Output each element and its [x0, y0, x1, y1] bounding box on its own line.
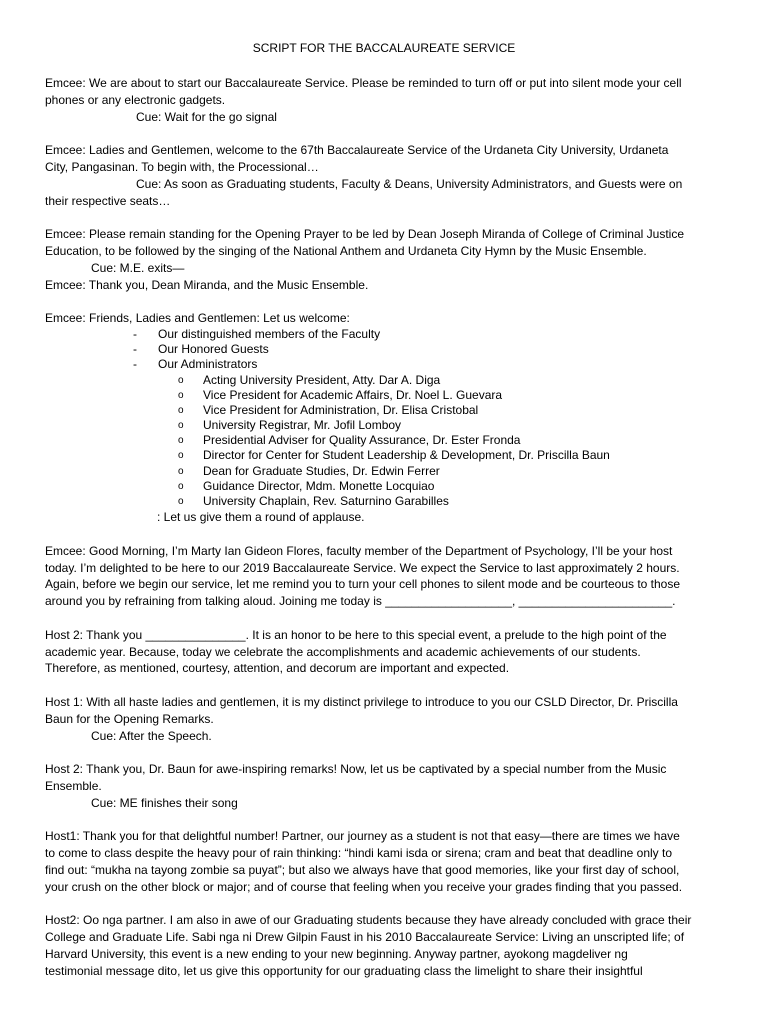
circle-bullet-icon: o: [178, 404, 184, 416]
list-item: [45, 479, 725, 494]
list-item: [45, 403, 725, 418]
list-item: [45, 342, 725, 357]
text-line: academic year. Because, today we celebrate the accomplishments and academic achievements of our students.: [45, 644, 641, 659]
list-item: [45, 418, 725, 433]
dash-marker: -: [133, 326, 137, 341]
list-item-text: Director for Center for Student Leadership & Development, Dr. Priscilla Baun: [203, 448, 610, 463]
text-line: Host 1: With all haste ladies and gentlemen, it is my distinct privilege to introduce to you our CSLD Director, Dr. Priscilla: [45, 694, 678, 709]
text-line: Emcee: Good Morning, I’m Marty Ian Gideon Flores, faculty member of the Department of Psychology, I’ll be your host: [45, 543, 673, 558]
list-item: [45, 373, 725, 388]
list-item: [45, 327, 725, 342]
paragraph-music-number: [45, 761, 725, 811]
circle-bullet-icon: o: [178, 374, 184, 386]
text-line: around you by refraining from talking aloud. Joining me today is ___________________, _______________________.: [45, 594, 676, 609]
circle-bullet-icon: o: [178, 435, 184, 447]
cue-line: Cue: ME finishes their song: [91, 795, 238, 810]
text-line: Education, to be followed by the singing of the National Anthem and Urdaneta City Hymn by the Music Ensemble.: [45, 243, 647, 258]
text-line: Again, before we begin our service, let me remind you to turn your cell phones to silent mode and be courteous to those: [45, 577, 681, 592]
text-line: phones or any electronic gadgets.: [45, 92, 226, 107]
dash-marker: -: [133, 342, 137, 357]
circle-bullet-icon: o: [178, 480, 184, 492]
document-title: SCRIPT FOR THE BACCALAUREATE SERVICE: [252, 41, 516, 55]
paragraph-opening-prayer: [45, 226, 725, 293]
circle-bullet-icon: o: [178, 420, 184, 432]
paragraph-welcome-list: [45, 310, 725, 526]
circle-bullet-icon: o: [178, 465, 184, 477]
paragraph-emcee-intro: [45, 75, 725, 125]
paragraph-host-introduction: [45, 543, 725, 610]
list-item-text: University Chaplain, Rev. Saturnino Garabilles: [203, 494, 449, 509]
text-line: Host 2: Thank you, Dr. Baun for awe-inspiring remarks! Now, let us be captivated by a special number from the Music: [45, 762, 667, 777]
list-item: [45, 448, 725, 463]
text-line: Harvard University, this event is a new ending to your new beginning. Anyway partner, ayokong magdeliver ng: [45, 946, 628, 961]
welcome-group-list: [45, 327, 725, 373]
paragraph-host2-awe: [45, 912, 725, 979]
text-line: Emcee: Thank you, Dean Miranda, and the Music Ensemble.: [45, 277, 369, 292]
text-line: Emcee: We are about to start our Baccalaureate Service. Please be reminded to turn off or put into silent mode your cell: [45, 76, 682, 90]
circle-bullet-icon: o: [178, 496, 184, 508]
cue-line: Cue: As soon as Graduating students, Faculty & Deans, University Administrators, and Guests were on: [136, 176, 683, 191]
text-line: Baun for the Opening Remarks.: [45, 711, 214, 726]
circle-bullet-icon: o: [178, 450, 184, 462]
list-item-text: University Registrar, Mr. Jofil Lomboy: [203, 418, 402, 433]
paragraph-host1-journey: [45, 828, 725, 895]
paragraph-emcee-welcome: [45, 142, 725, 209]
document-body: [45, 75, 725, 996]
list-item-text: Vice President for Academic Affairs, Dr. Noel L. Guevara: [203, 387, 503, 402]
list-item-text: Guidance Director, Mdm. Monette Locquiao: [203, 478, 435, 493]
text-line: Host 2: Thank you _______________. It is an honor to be here to this special event, a prelude to the high point of the: [45, 627, 667, 642]
text-line: Ensemble.: [45, 778, 102, 793]
text-line: Host1: Thank you for that delightful number! Partner, our journey as a student is not that easy—there are times we have: [45, 829, 680, 844]
text-line: Emcee: Ladies and Gentlemen, welcome to the 67th Baccalaureate Service of the Urdaneta City University, Urdaneta: [45, 143, 669, 158]
text-line: find out: “mukha na tayong zombie sa puyat”; but also we always have that good memories, like your first day of school,: [45, 862, 680, 877]
list-item: [45, 388, 725, 403]
text-line: your crush on the other block or major; and of course that feeling when you receive your grades finding that you passed.: [45, 879, 683, 894]
text-line: their respective seats…: [45, 193, 171, 208]
cue-line: Cue: M.E. exits—: [91, 260, 185, 275]
list-item: [45, 464, 725, 479]
list-item-text: Acting University President, Atty. Dar A. Diga: [203, 372, 441, 387]
list-item-text: Dean for Graduate Studies, Dr. Edwin Ferrer: [203, 463, 440, 478]
cue-line: Cue: Wait for the go signal: [136, 109, 277, 124]
list-item: [45, 494, 725, 509]
list-item-text: Presidential Adviser for Quality Assurance, Dr. Ester Fronda: [203, 433, 521, 448]
applause-line: : Let us give them a round of applause.: [157, 510, 365, 525]
list-item-text: Our distinguished members of the Faculty: [158, 326, 381, 341]
text-line: Emcee: Please remain standing for the Opening Prayer to be led by Dean Joseph Miranda of College of Criminal Justice: [45, 227, 685, 242]
list-item: [45, 357, 725, 372]
administrators-list: [45, 373, 725, 510]
list-item-text: Our Honored Guests: [158, 342, 269, 357]
dash-marker: -: [133, 357, 137, 372]
list-item-text: Vice President for Administration, Dr. Elisa Cristobal: [203, 402, 479, 417]
text-line: today. I’m delighted to be here to our 2019 Baccalaureate Service. We expect the Service to last approximately 2 hours.: [45, 560, 680, 575]
list-item: [45, 433, 725, 448]
text-line: City, Pangasinan. To begin with, the Processional…: [45, 159, 319, 174]
text-line: testimonial message dito, let us give this opportunity for our graduating class the limelight to share their insightful: [45, 963, 643, 978]
paragraph-opening-remarks: [45, 694, 725, 744]
text-line: College and Graduate Life. Sabi nga ni Drew Gilpin Faust in his 2010 Baccalaureate Service: Living an unscripted life; of: [45, 930, 685, 945]
welcome-intro: Emcee: Friends, Ladies and Gentlemen: Let us welcome:: [45, 311, 350, 326]
circle-bullet-icon: o: [178, 389, 184, 401]
paragraph-host2-thanks: [45, 627, 725, 677]
cue-line: Cue: After the Speech.: [91, 728, 212, 743]
text-line: to come to class despite the heavy pour of rain thinking: “hindi kami isda or sirena; cram and beat that deadline only to: [45, 846, 673, 861]
text-line: Therefore, as mentioned, courtesy, attention, and decorum are important and expected.: [45, 661, 510, 676]
list-item-text: Our Administrators: [158, 357, 258, 372]
text-line: Host2: Oo nga partner. I am also in awe of our Graduating students because they have already concluded with grace their: [45, 913, 692, 928]
